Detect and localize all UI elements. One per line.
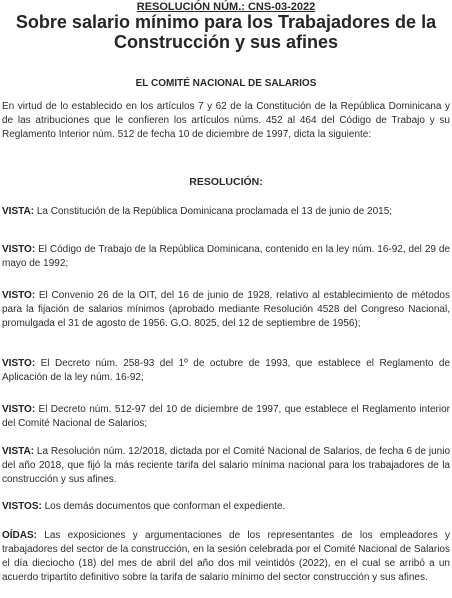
title-line-1: Sobre salario mínimo para los Trabajadores de la (15, 12, 437, 32)
clause-text: El Decreto núm. 512-97 del 10 de diciembre de 1997, que establece el Reglamento interior del Comité Nacional de Salarios; (2, 404, 450, 429)
document-title (0, 12, 452, 52)
clause-label: VISTA: (2, 206, 35, 217)
resolution-heading: RESOLUCIÓN: (189, 176, 263, 188)
clause-paragraph (2, 357, 450, 385)
clause-label: VISTO: (2, 404, 36, 415)
clause-text: El Decreto núm. 258-93 del 1º de octubre de 1993, que establece el Reglamento de Aplicación de la ley núm. 16-92; (2, 358, 450, 383)
clause-label: VISTO: (2, 358, 36, 369)
clause-label: VISTA: (2, 446, 35, 457)
clause-paragraph (2, 529, 450, 585)
resolution-number: RESOLUCIÓN NÚM.: CNS-03-2022 (136, 1, 316, 13)
title-line-2: Construcción y sus afines (113, 32, 339, 52)
clause-text: El Código de Trabajo de la República Dominicana, contenido en la ley núm. 16-92, del 29 de mayo de 1992; (2, 244, 450, 269)
clause-label: VISTOS: (2, 501, 42, 512)
clause-text: El Convenio 26 de la OIT, del 16 de junio de 1928, relativo al establecimiento de métodos para la fijación de salarios mínimos (aprobado mediante Resolución 4528 del Congreso Nacional, promulgada el 31 de agosto de 1956. G.O. 8025, del 12 de septiembre de 1956); (2, 290, 450, 329)
clause-label: VISTO: (2, 290, 36, 301)
committee-heading: EL COMITÉ NACIONAL DE SALARIOS (135, 78, 317, 89)
clause-text: La Constitución de la República Dominicana proclamada el 13 de junio de 2015; (34, 206, 393, 217)
clause-text: Los demás documentos que conforman el expediente. (41, 501, 286, 512)
clause-label: VISTO: (2, 244, 36, 255)
clause-text: La Resolución núm. 12/2018, dictada por el Comité Nacional de Salarios, de fecha 6 de junio del año 2018, que fijó la más reciente tarifa del salario mínima nacional para los trabajadores de la construcción y sus afines. (2, 446, 450, 485)
clause-paragraph (2, 403, 450, 431)
clause-paragraph (2, 205, 450, 219)
intro-paragraph: En virtud de lo establecido en los artículos 7 y 62 de la Constitución de la República Dominicana y de las atribuciones que le confieren los artículos núms. 452 al 464 del Código de Trabajo y su Reglamento Interior núm. 512 de fecha 10 de diciembre de 1997, dicta la siguiente: (2, 101, 450, 140)
clause-paragraph (2, 445, 450, 487)
clause-label: OÍDAS: (2, 530, 37, 541)
clause-paragraph (2, 243, 450, 271)
clause-paragraph (2, 289, 450, 331)
clause-text: Las exposiciones y argumentaciones de los representantes de los empleadores y trabajadores del sector de la construcción, en la sesión celebrada por el Comité Nacional de Salarios el día dieciocho (18) del mes de abril del año dos mil veintidós (2022), en el cual se arribó a un acuerdo tripartito definitivo sobre la tarifa de salario mínimo del sector construcción y sus afines. (2, 530, 450, 583)
clause-paragraph (2, 500, 450, 514)
